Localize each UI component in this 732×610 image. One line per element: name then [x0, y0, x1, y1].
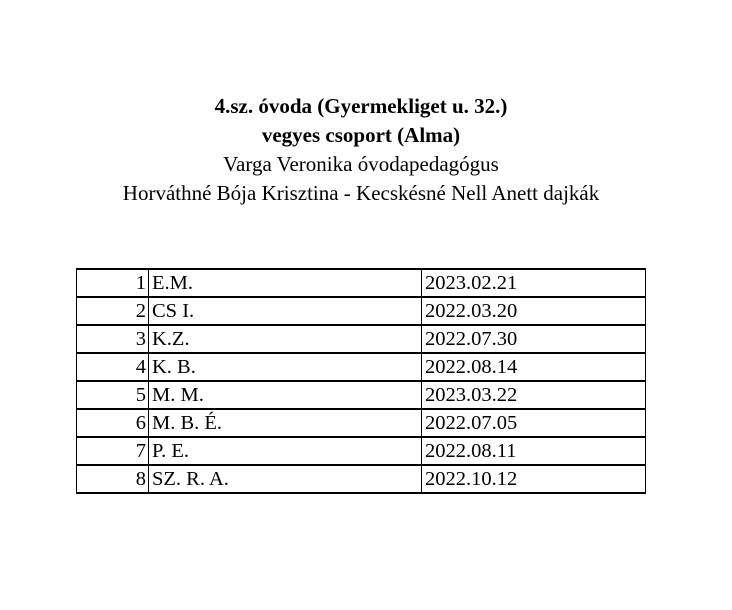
child-initials: SZ. R. A.: [149, 465, 422, 493]
child-initials: K. B.: [149, 353, 422, 381]
table-row: [77, 325, 646, 353]
kindergarten-title: 4.sz. óvoda (Gyermekliget u. 32.): [214, 94, 508, 118]
row-number: 2: [77, 297, 149, 325]
teacher-line: Varga Veronika óvodapedagógus: [223, 152, 499, 176]
date-cell: 2022.10.12: [422, 465, 646, 493]
row-number: 8: [77, 465, 149, 493]
document-header: [0, 92, 722, 208]
date-cell: 2022.08.14: [422, 353, 646, 381]
child-initials: K.Z.: [149, 325, 422, 353]
date-cell: 2023.03.22: [422, 381, 646, 409]
child-initials: M. M.: [149, 381, 422, 409]
date-cell: 2022.07.05: [422, 409, 646, 437]
row-number: 4: [77, 353, 149, 381]
children-table: [76, 268, 646, 494]
date-cell: 2022.03.20: [422, 297, 646, 325]
date-cell: 2023.02.21: [422, 269, 646, 297]
table-row: [77, 437, 646, 465]
table-row: [77, 381, 646, 409]
table-row: [77, 465, 646, 493]
table-row: [77, 409, 646, 437]
row-number: 5: [77, 381, 149, 409]
child-initials: P. E.: [149, 437, 422, 465]
child-initials: M. B. É.: [149, 409, 422, 437]
table-row: [77, 297, 646, 325]
row-number: 6: [77, 409, 149, 437]
row-number: 3: [77, 325, 149, 353]
row-number: 1: [77, 269, 149, 297]
row-number: 7: [77, 437, 149, 465]
assistants-line: Horváthné Bója Krisztina - Kecskésné Nell Anett dajkák: [122, 181, 600, 205]
table-row: [77, 353, 646, 381]
child-initials: E.M.: [149, 269, 422, 297]
group-title: vegyes csoport (Alma): [261, 123, 461, 147]
child-initials: CS I.: [149, 297, 422, 325]
date-cell: 2022.07.30: [422, 325, 646, 353]
date-cell: 2022.08.11: [422, 437, 646, 465]
table-row: [77, 269, 646, 297]
